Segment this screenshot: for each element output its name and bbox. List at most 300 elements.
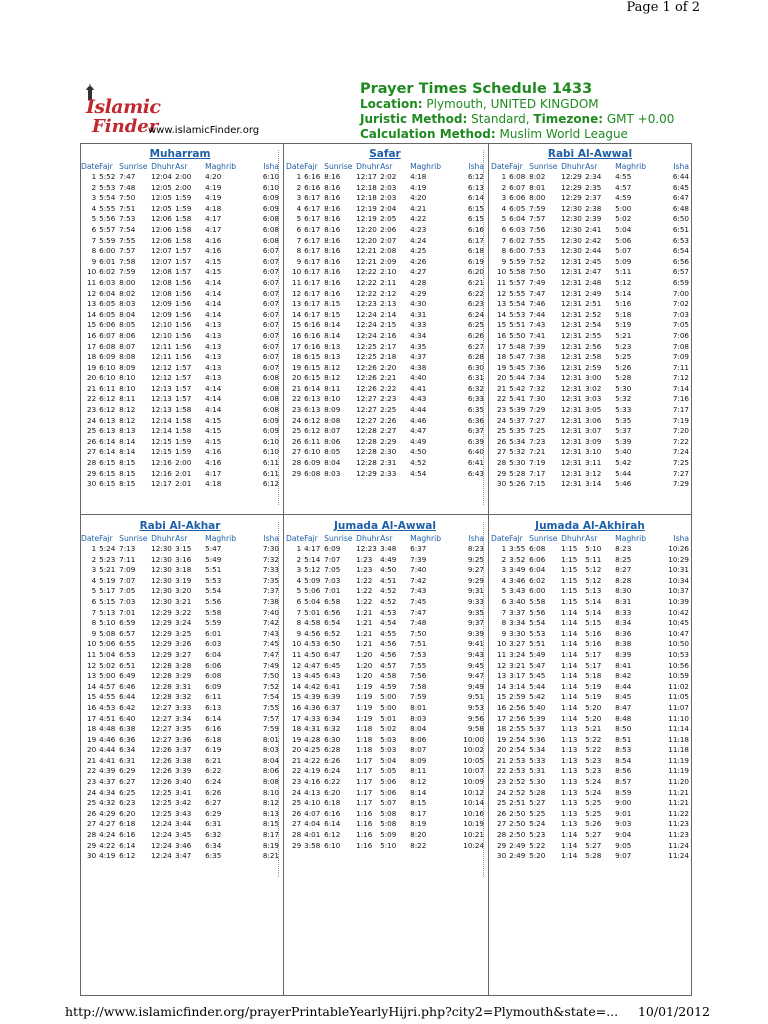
table-cell: 3:30 <box>509 628 526 638</box>
table-cell: 12:28 <box>151 692 172 702</box>
table-row <box>81 555 279 566</box>
table-cell: 25 <box>497 798 507 808</box>
table-header-row <box>491 533 689 544</box>
table-row <box>286 225 484 236</box>
table-cell: 6:47 <box>324 649 341 659</box>
table-cell: 8:02 <box>529 172 546 181</box>
juristic-value: Standard, <box>471 112 530 126</box>
table-cell: 15 <box>87 320 97 330</box>
table-cell: 6:07 <box>262 277 279 287</box>
table-cell: 10:12 <box>463 787 484 797</box>
table-cell: 12 <box>87 288 97 298</box>
table-cell: 2:59 <box>509 692 526 702</box>
table-row <box>286 682 484 693</box>
islamicfinder-logo <box>78 82 278 142</box>
table-cell: 18 <box>87 352 97 362</box>
column-header: Isha <box>263 162 279 171</box>
table-cell: 8:12 <box>324 373 341 383</box>
table-cell: 6:01 <box>99 256 116 266</box>
table-cell: 2:49 <box>585 288 602 298</box>
table-cell: 4:24 <box>99 830 116 840</box>
table-cell: 5:09 <box>380 830 397 840</box>
table-row <box>491 394 689 405</box>
table-cell: 8:16 <box>324 288 341 298</box>
table-cell: 6:17 <box>304 224 321 234</box>
table-cell: 1:17 <box>356 766 373 776</box>
table-cell: 12:15 <box>151 447 172 457</box>
table-cell: 5:42 <box>615 458 632 468</box>
table-row <box>491 671 689 682</box>
table-cell: 10:19 <box>463 819 484 829</box>
table-cell: 4:52 <box>380 586 397 596</box>
table-row <box>491 405 689 416</box>
table-cell: 2:53 <box>509 766 526 776</box>
table-cell: 11:23 <box>668 819 689 829</box>
table-row <box>81 267 279 278</box>
footer-url: http://www.islamicfinder.org/prayerPrintableYearlyHijri.php?city2=Plymouth&state=... <box>65 1004 619 1019</box>
table-cell: 9:49 <box>467 681 484 691</box>
table-cell: 6:21 <box>467 277 484 287</box>
table-cell: 8:10 <box>119 383 136 393</box>
prayer-times-table <box>286 161 484 479</box>
table-row <box>286 819 484 830</box>
table-cell: 26 <box>87 436 97 446</box>
table-cell: 3:43 <box>175 808 192 818</box>
month-name: Rabi Al-Awwal <box>547 148 633 160</box>
table-cell: 4:14 <box>205 299 222 309</box>
table-cell: 2:50 <box>509 808 526 818</box>
table-cell: 7:07 <box>119 575 136 585</box>
table-cell: 6:37 <box>467 426 484 436</box>
table-cell: 1:14 <box>561 840 578 850</box>
table-cell: 4:19 <box>410 182 427 192</box>
table-cell: 6:59 <box>119 618 136 628</box>
table-cell: 11:22 <box>668 808 689 818</box>
table-row <box>81 479 279 490</box>
table-cell: 5:04 <box>615 224 632 234</box>
table-cell: 12:31 <box>561 415 582 425</box>
table-cell: 6:08 <box>262 405 279 415</box>
table-cell: 1:14 <box>561 639 578 649</box>
table-cell: 2:49 <box>509 851 526 861</box>
table-cell: 2:15 <box>380 320 397 330</box>
table-cell: 12:08 <box>151 267 172 277</box>
table-cell: 3:58 <box>304 840 321 850</box>
table-cell: 15 <box>292 320 302 330</box>
table-row <box>81 671 279 682</box>
table-cell: 9 <box>91 256 97 266</box>
table-cell: 6:48 <box>672 203 689 213</box>
table-cell: 4:59 <box>615 193 632 203</box>
table-cell: 9:31 <box>467 586 484 596</box>
table-cell: 8:10 <box>119 373 136 383</box>
table-cell: 11 <box>497 277 507 287</box>
table-cell: 5:37 <box>529 724 546 734</box>
table-row <box>81 841 279 852</box>
table-cell: 3:24 <box>175 618 192 628</box>
table-cell: 6:00 <box>99 246 116 256</box>
table-cell: 5:25 <box>529 808 546 818</box>
table-cell: 7:22 <box>672 436 689 446</box>
table-cell: 5:57 <box>99 224 116 234</box>
table-cell: 12:30 <box>561 246 582 256</box>
table-cell: 5:37 <box>615 426 632 436</box>
table-cell: 6:52 <box>324 628 341 638</box>
month-block-jumada-al-akhirah <box>491 516 689 862</box>
table-row <box>81 310 279 321</box>
table-cell: 26 <box>497 436 507 446</box>
table-cell: 6:15 <box>99 468 116 478</box>
table-cell: 12:30 <box>151 586 172 596</box>
table-cell: 5:58 <box>509 267 526 277</box>
table-cell: 6:17 <box>304 235 321 245</box>
table-cell: 7:49 <box>262 660 279 670</box>
table-cell: 6:16 <box>119 830 136 840</box>
table-cell: 8 <box>91 246 97 256</box>
table-cell: 7:27 <box>672 468 689 478</box>
table-cell: 29 <box>87 840 97 850</box>
table-cell: 12:25 <box>356 352 377 362</box>
table-cell: 1:57 <box>175 362 192 372</box>
table-cell: 8 <box>501 618 507 628</box>
table-cell: 6:22 <box>205 766 222 776</box>
table-cell: 6:05 <box>99 309 116 319</box>
table-cell: 26 <box>497 808 507 818</box>
table-cell: 8:13 <box>262 808 279 818</box>
table-cell: 1:21 <box>356 639 373 649</box>
table-header-row <box>81 533 279 544</box>
table-cell: 11:18 <box>668 745 689 755</box>
table-cell: 3:37 <box>175 745 192 755</box>
table-cell: 19 <box>87 362 97 372</box>
table-cell: 2:21 <box>380 373 397 383</box>
table-cell: 9:04 <box>615 830 632 840</box>
table-cell: 7:41 <box>529 330 546 340</box>
table-row <box>286 555 484 566</box>
table-cell: 4:14 <box>205 277 222 287</box>
table-cell: 4:17 <box>205 468 222 478</box>
table-cell: 3:20 <box>175 586 192 596</box>
table-cell: 9:03 <box>615 819 632 829</box>
table-cell: 6:08 <box>509 172 526 181</box>
column-header: Maghrib <box>205 162 237 171</box>
table-cell: 1:13 <box>561 755 578 765</box>
table-cell: 5:24 <box>529 819 546 829</box>
table-cell: 29 <box>292 840 302 850</box>
table-row <box>286 310 484 321</box>
table-cell: 9:39 <box>467 628 484 638</box>
table-cell: 7:33 <box>262 565 279 575</box>
table-cell: 1 <box>501 172 507 181</box>
table-row <box>491 214 689 225</box>
table-cell: 1:15 <box>561 544 578 553</box>
table-cell: 10:45 <box>668 618 689 628</box>
table-cell: 12:28 <box>356 436 377 446</box>
table-row <box>81 724 279 735</box>
table-cell: 2:22 <box>380 383 397 393</box>
table-row <box>491 819 689 830</box>
table-cell: 6:13 <box>205 702 222 712</box>
table-cell: 14 <box>87 681 97 691</box>
table-cell: 4:07 <box>304 808 321 818</box>
table-cell: 7:50 <box>529 267 546 277</box>
table-cell: 1:21 <box>356 628 373 638</box>
table-row <box>491 586 689 597</box>
table-cell: 7:59 <box>529 203 546 213</box>
table-cell: 6 <box>501 224 507 234</box>
table-cell: 4:13 <box>205 373 222 383</box>
table-cell: 6:07 <box>262 246 279 256</box>
table-row <box>286 373 484 384</box>
table-row <box>286 458 484 469</box>
table-cell: 5:28 <box>529 787 546 797</box>
table-cell: 1:14 <box>561 660 578 670</box>
table-cell: 6:09 <box>262 203 279 213</box>
table-cell: 4:17 <box>205 214 222 224</box>
table-cell: 8:17 <box>262 830 279 840</box>
table-cell: 6:34 <box>205 840 222 850</box>
table-cell: 13 <box>497 671 507 681</box>
table-cell: 16 <box>497 330 507 340</box>
table-row <box>81 756 279 767</box>
table-cell: 6:14 <box>304 383 321 393</box>
table-cell: 8:12 <box>410 777 427 787</box>
table-cell: 1:58 <box>175 415 192 425</box>
table-cell: 11:24 <box>668 840 689 850</box>
table-cell: 6:07 <box>262 320 279 330</box>
table-cell: 1:56 <box>175 330 192 340</box>
table-cell: 16 <box>87 702 97 712</box>
table-row <box>491 629 689 640</box>
table-cell: 6:09 <box>205 681 222 691</box>
table-cell: 5:46 <box>615 479 632 489</box>
table-cell: 9:45 <box>467 660 484 670</box>
table-cell: 27 <box>497 819 507 829</box>
column-header: Maghrib <box>615 162 647 171</box>
table-row <box>491 597 689 608</box>
table-cell: 8:16 <box>324 203 341 213</box>
table-cell: 2:34 <box>585 172 602 181</box>
table-cell: 9:05 <box>615 840 632 850</box>
table-cell: 6:09 <box>99 352 116 362</box>
column-header: Fajr <box>509 162 523 171</box>
table-cell: 6:12 <box>467 172 484 181</box>
table-cell: 7:40 <box>262 607 279 617</box>
table-cell: 10:53 <box>668 649 689 659</box>
table-cell: 6:37 <box>324 702 341 712</box>
table-cell: 2:55 <box>585 330 602 340</box>
table-row <box>491 373 689 384</box>
table-cell: 7:00 <box>672 288 689 298</box>
table-cell: 5:16 <box>615 299 632 309</box>
table-row <box>286 798 484 809</box>
table-cell: 4:16 <box>205 246 222 256</box>
table-cell: 7 <box>91 235 97 245</box>
table-cell: 12:31 <box>561 362 582 372</box>
table-cell: 8:28 <box>615 575 632 585</box>
table-cell: 10:26 <box>668 544 689 553</box>
table-cell: 1:59 <box>175 203 192 213</box>
table-cell: 6 <box>296 596 302 606</box>
table-cell: 12:18 <box>356 193 377 203</box>
table-row <box>286 352 484 363</box>
table-cell: 21 <box>87 755 97 765</box>
table-cell: 11:21 <box>668 787 689 797</box>
table-cell: 1:13 <box>561 808 578 818</box>
table-cell: 1:57 <box>175 383 192 393</box>
table-row <box>286 416 484 427</box>
table-cell: 4:41 <box>99 755 116 765</box>
table-cell: 5:21 <box>585 724 602 734</box>
table-cell: 6:22 <box>324 777 341 787</box>
table-cell: 16 <box>292 330 302 340</box>
table-cell: 6:44 <box>672 172 689 181</box>
schedule-title: Prayer Times Schedule 1433 <box>360 81 593 97</box>
table-cell: 6:17 <box>304 267 321 277</box>
table-row <box>286 830 484 841</box>
table-row <box>286 299 484 310</box>
table-cell: 4:19 <box>205 193 222 203</box>
table-cell: 8:16 <box>324 172 341 181</box>
table-cell: 12:31 <box>561 383 582 393</box>
table-cell: 4:15 <box>205 426 222 436</box>
table-cell: 5:34 <box>529 745 546 755</box>
table-row <box>491 416 689 427</box>
table-row <box>286 692 484 703</box>
table-cell: 10:24 <box>463 840 484 850</box>
table-cell: 6:49 <box>119 671 136 681</box>
table-cell: 4:14 <box>205 309 222 319</box>
table-cell: 6:26 <box>205 787 222 797</box>
table-cell: 6:10 <box>262 172 279 181</box>
page-number: Page 1 of 2 <box>626 0 700 15</box>
table-cell: 2:51 <box>585 299 602 309</box>
table-cell: 19 <box>87 734 97 744</box>
table-cell: 8:01 <box>410 702 427 712</box>
table-cell: 17 <box>497 341 507 351</box>
table-cell: 12:27 <box>151 702 172 712</box>
table-cell: 1:21 <box>356 618 373 628</box>
table-row <box>491 469 689 480</box>
table-cell: 6 <box>296 224 302 234</box>
table-row <box>81 544 279 555</box>
table-cell: 4 <box>296 203 302 213</box>
table-cell: 8:10 <box>324 394 341 404</box>
table-cell: 10 <box>292 639 302 649</box>
table-cell: 4:57 <box>380 660 397 670</box>
table-cell: 2:14 <box>380 309 397 319</box>
table-cell: 8:13 <box>324 341 341 351</box>
table-cell: 5:04 <box>99 649 116 659</box>
table-cell: 10:21 <box>463 830 484 840</box>
table-cell: 6:12 <box>99 405 116 415</box>
table-cell: 1:56 <box>175 352 192 362</box>
table-cell: 6:31 <box>205 819 222 829</box>
table-cell: 6:05 <box>509 203 526 213</box>
table-cell: 12:06 <box>151 224 172 234</box>
table-cell: 19 <box>497 362 507 372</box>
table-cell: 6:20 <box>119 808 136 818</box>
table-row <box>491 331 689 342</box>
table-row <box>81 426 279 437</box>
table-cell: 1:13 <box>561 787 578 797</box>
table-cell: 4:15 <box>205 267 222 277</box>
table-cell: 5:26 <box>585 819 602 829</box>
table-cell: 12:31 <box>561 288 582 298</box>
table-row <box>81 661 279 672</box>
table-row <box>286 766 484 777</box>
table-cell: 6:51 <box>672 224 689 234</box>
table-cell: 4:42 <box>304 681 321 691</box>
table-cell: 5:26 <box>509 479 526 489</box>
table-cell: 4:55 <box>99 692 116 702</box>
table-cell: 12:31 <box>561 277 582 287</box>
table-row <box>491 384 689 395</box>
table-cell: 12:27 <box>356 405 377 415</box>
table-cell: 5:28 <box>615 373 632 383</box>
table-cell: 4 <box>296 575 302 585</box>
table-cell: 8 <box>296 246 302 256</box>
table-cell: 6:06 <box>99 320 116 330</box>
table-cell: 12:10 <box>151 330 172 340</box>
table-cell: 2 <box>91 554 97 564</box>
table-cell: 1:14 <box>561 649 578 659</box>
table-cell: 22 <box>292 766 302 776</box>
table-cell: 3:31 <box>175 681 192 691</box>
table-cell: 7 <box>501 607 507 617</box>
table-cell: 5:08 <box>99 628 116 638</box>
table-cell: 10:34 <box>668 575 689 585</box>
table-cell: 10:02 <box>463 745 484 755</box>
table-row <box>286 756 484 767</box>
table-cell: 25 <box>87 798 97 808</box>
table-cell: 12:24 <box>151 819 172 829</box>
month-name: Jumada Al-Akhirah <box>535 520 645 532</box>
table-cell: 12:22 <box>356 277 377 287</box>
table-cell: 1:14 <box>561 607 578 617</box>
table-row <box>81 363 279 374</box>
table-cell: 12:04 <box>151 172 172 181</box>
table-cell: 5:30 <box>509 458 526 468</box>
table-cell: 9 <box>296 628 302 638</box>
table-cell: 12:27 <box>356 415 377 425</box>
table-cell: 5:14 <box>585 596 602 606</box>
table-cell: 3:16 <box>175 554 192 564</box>
table-cell: 6:32 <box>467 383 484 393</box>
table-cell: 6:36 <box>467 415 484 425</box>
table-cell: 5:15 <box>99 596 116 606</box>
table-cell: 5:02 <box>99 660 116 670</box>
table-row <box>491 555 689 566</box>
table-cell: 6:03 <box>99 277 116 287</box>
table-cell: 1:13 <box>561 798 578 808</box>
table-cell: 2:17 <box>380 341 397 351</box>
table-row <box>286 363 484 374</box>
table-cell: 5:54 <box>99 193 116 203</box>
table-cell: 12:11 <box>151 352 172 362</box>
table-cell: 5 <box>501 586 507 596</box>
prayer-times-table <box>81 161 279 490</box>
table-cell: 6:17 <box>304 214 321 224</box>
table-cell: 6:59 <box>672 277 689 287</box>
table-cell: 8:00 <box>529 193 546 203</box>
table-cell: 5:45 <box>529 671 546 681</box>
table-cell: 12:15 <box>151 436 172 446</box>
table-cell: 8:15 <box>410 798 427 808</box>
table-cell: 2:01 <box>175 479 192 489</box>
table-row <box>286 735 484 746</box>
table-cell: 4:58 <box>304 618 321 628</box>
